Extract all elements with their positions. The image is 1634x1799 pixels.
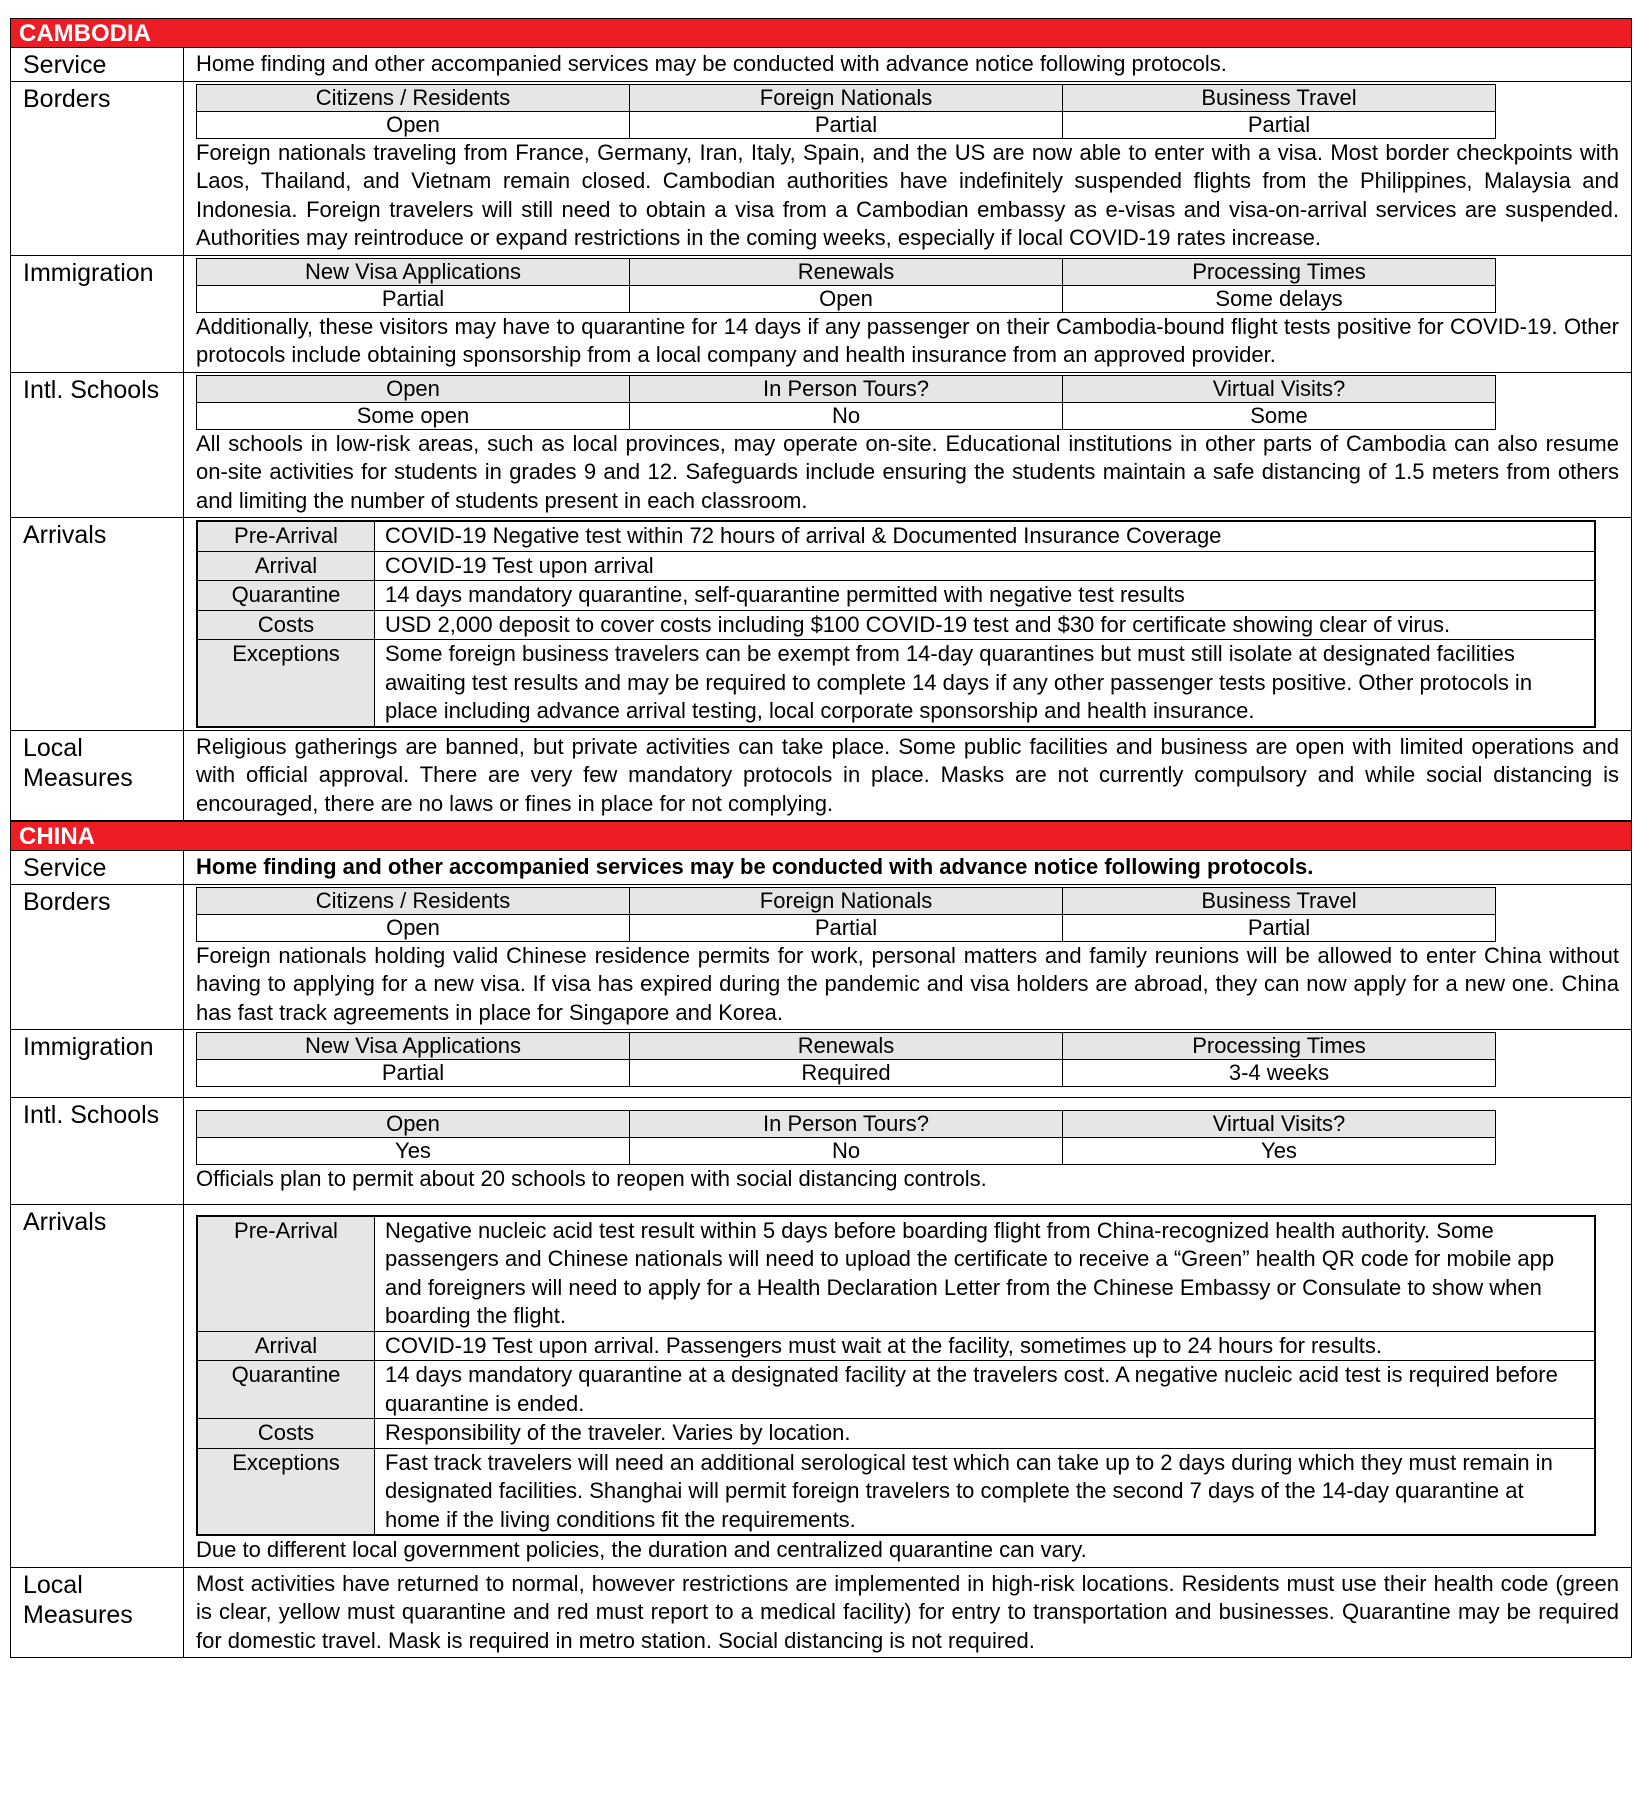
china-local-measures-row [10, 1568, 1632, 1659]
row-label: Intl. Schools [11, 1098, 184, 1204]
status-value: Some delays [1063, 285, 1496, 312]
cambodia-schools-row [10, 373, 1632, 519]
china-arrivals-row [10, 1205, 1632, 1568]
china-borders-row [10, 885, 1632, 1031]
status-header: Business Travel [1063, 84, 1496, 111]
arrivals-row [197, 1419, 1595, 1449]
status-header: Citizens / Residents [197, 887, 630, 914]
arrivals-value: COVID-19 Test upon arrival. Passengers must wait at the facility, sometimes up to 24 hours for results. [375, 1331, 1596, 1361]
service-text: Home finding and other accompanied services may be conducted with advance notice following protocols. [196, 854, 1314, 879]
arrivals-table [196, 520, 1596, 728]
status-value: Open [197, 111, 630, 138]
arrivals-value: COVID-19 Negative test within 72 hours of arrival & Documented Insurance Coverage [375, 521, 1596, 551]
status-header: New Visa Applications [197, 1033, 630, 1060]
schools-status-table [196, 1110, 1496, 1165]
arrivals-value: COVID-19 Test upon arrival [375, 551, 1596, 581]
arrivals-row [197, 581, 1595, 611]
cambodia-local-measures-row [10, 731, 1632, 822]
status-header: Renewals [630, 258, 1063, 285]
status-value: Open [197, 914, 630, 941]
status-value: Partial [1063, 914, 1496, 941]
arrivals-row [197, 640, 1595, 727]
row-label: Arrivals [11, 1205, 184, 1567]
china-immigration-row [10, 1030, 1632, 1098]
status-header: Renewals [630, 1033, 1063, 1060]
local-measures-text: Most activities have returned to normal, however restrictions are implemented in high-risk locations. Residents must use their health code (green is clear, yellow must quarantine and red must report to a medical facility) for entry to transportation and businesses. Quarantine may be required for domestic travel. Mask is required in metro station. Social distancing is not required. [196, 1570, 1619, 1653]
status-value: Partial [630, 111, 1063, 138]
status-header: Virtual Visits? [1063, 1111, 1496, 1138]
row-label: Borders [11, 885, 184, 1030]
schools-text: Officials plan to permit about 20 schools to reopen with social distancing controls. [196, 1166, 987, 1191]
immigration-status-table [196, 258, 1496, 313]
immigration-text: Additionally, these visitors may have to quarantine for 14 days if any passenger on their Cambodia-bound flight tests positive for COVID-19. Other protocols include obtaining sponsorship from a local company and health insurance from an approved provider. [196, 313, 1619, 367]
status-header: Open [197, 375, 630, 402]
schools-status-table [196, 375, 1496, 430]
row-label: Local Measures [11, 1568, 184, 1658]
cambodia-arrivals-row [10, 518, 1632, 731]
status-value: Partial [197, 1060, 630, 1087]
row-label: Service [11, 48, 184, 81]
status-header: New Visa Applications [197, 258, 630, 285]
arrivals-value: Responsibility of the traveler. Varies by location. [375, 1419, 1596, 1449]
arrivals-row [197, 1331, 1595, 1361]
borders-status-table [196, 887, 1496, 942]
status-value: Partial [197, 285, 630, 312]
arrivals-value: 14 days mandatory quarantine, self-quarantine permitted with negative test results [375, 581, 1596, 611]
schools-text: All schools in low-risk areas, such as local provinces, may operate on-site. Educational institutions in other parts of Cambodia can also resume on-site activities for students in grades 9 and 12. Safeguards include ensuring the students maintain a safe distancing of 1.5 meters from others and limiting the number of students present in each classroom. [196, 430, 1619, 513]
arrivals-key: Quarantine [197, 1361, 375, 1419]
arrivals-row [197, 610, 1595, 640]
cambodia-service-row [10, 48, 1632, 82]
borders-text: Foreign nationals traveling from France, Germany, Iran, Italy, Spain, and the US are now able to enter with a visa. Most border checkpoints with Laos, Thailand, and Vietnam remain closed. Cambodian authorities have indefinitely suspended flights from the Philippines, Malaysia and Indonesia. Foreign travelers will still need to obtain a visa from a Cambodian embassy as e-visas and visa-on-arrival services are suspended. Authorities may reintroduce or expand restrictions in the coming weeks, especially if local COVID-19 rates increase. [196, 139, 1619, 250]
arrivals-key: Exceptions [197, 1448, 375, 1535]
status-header: Processing Times [1063, 258, 1496, 285]
status-value: Some [1063, 402, 1496, 429]
borders-status-table [196, 84, 1496, 139]
cambodia-borders-row [10, 82, 1632, 256]
arrivals-row [197, 551, 1595, 581]
status-value: Yes [197, 1138, 630, 1165]
status-value: 3-4 weeks [1063, 1060, 1496, 1087]
arrivals-value: 14 days mandatory quarantine at a designated facility at the travelers cost. A negative nucleic acid test is required before quarantine is ended. [375, 1361, 1596, 1419]
arrivals-key: Costs [197, 1419, 375, 1449]
status-value: Some open [197, 402, 630, 429]
arrivals-note: Due to different local government policies, the duration and centralized quarantine can vary. [196, 1537, 1087, 1562]
arrivals-key: Quarantine [197, 581, 375, 611]
row-label: Service [11, 851, 184, 884]
arrivals-row [197, 521, 1595, 551]
status-header: Foreign Nationals [630, 887, 1063, 914]
country-header-cambodia: CAMBODIA [10, 18, 1632, 48]
status-header: In Person Tours? [630, 375, 1063, 402]
status-header: Business Travel [1063, 887, 1496, 914]
row-label: Borders [11, 82, 184, 255]
row-label: Arrivals [11, 518, 184, 730]
status-header: Foreign Nationals [630, 84, 1063, 111]
status-value: No [630, 402, 1063, 429]
document [10, 18, 1632, 1658]
arrivals-key: Pre-Arrival [197, 1216, 375, 1332]
status-value: Open [630, 285, 1063, 312]
borders-text: Foreign nationals holding valid Chinese residence permits for work, personal matters and family reunions will be allowed to enter China without having to applying for a new visa. If visa has expired during the pandemic and visa holders are abroad, they can now apply for a new one. China has fast track agreements in place for Singapore and Korea. [196, 942, 1619, 1025]
service-text: Home finding and other accompanied services may be conducted with advance notice following protocols. [196, 51, 1227, 76]
arrivals-key: Arrival [197, 1331, 375, 1361]
status-header: Citizens / Residents [197, 84, 630, 111]
arrivals-table [196, 1215, 1596, 1537]
arrivals-value: Negative nucleic acid test result within 5 days before boarding flight from China-recognized health authority. Some passengers and Chinese nationals will need to upload the certificate to receive a “Green” health QR code for mobile app and foreigners will need to apply for a Health Declaration Letter from the Chinese Embassy or Consulate to show when boarding the flight. [375, 1216, 1596, 1332]
arrivals-key: Costs [197, 610, 375, 640]
china-schools-row [10, 1098, 1632, 1205]
status-header: Processing Times [1063, 1033, 1496, 1060]
arrivals-row [197, 1448, 1595, 1535]
arrivals-key: Pre-Arrival [197, 521, 375, 551]
arrivals-value: USD 2,000 deposit to cover costs including $100 COVID-19 test and $30 for certificate showing clear of virus. [375, 610, 1596, 640]
immigration-status-table [196, 1032, 1496, 1087]
status-header: In Person Tours? [630, 1111, 1063, 1138]
status-header: Open [197, 1111, 630, 1138]
china-service-row [10, 851, 1632, 885]
cambodia-immigration-row [10, 256, 1632, 373]
arrivals-key: Arrival [197, 551, 375, 581]
row-label: Immigration [11, 1030, 184, 1097]
status-value: Required [630, 1060, 1063, 1087]
row-label: Immigration [11, 256, 184, 372]
status-value: Partial [1063, 111, 1496, 138]
country-header-china: CHINA [10, 821, 1632, 851]
status-value: Yes [1063, 1138, 1496, 1165]
arrivals-value: Fast track travelers will need an additional serological test which can take up to 2 days during which they must remain in designated facilities. Shanghai will permit foreign travelers to complete the second 7 days of the 14-day quarantine at home if the living conditions fit the requirements. [375, 1448, 1596, 1535]
status-header: Virtual Visits? [1063, 375, 1496, 402]
status-value: No [630, 1138, 1063, 1165]
row-label: Intl. Schools [11, 373, 184, 518]
row-label: Local Measures [11, 731, 184, 821]
local-measures-text: Religious gatherings are banned, but private activities can take place. Some public facilities and business are open with limited operations and with official approval. There are very few mandatory protocols in place. Masks are not currently compulsory and while social distancing is encouraged, there are no laws or fines in place for not complying. [196, 733, 1619, 816]
arrivals-value: Some foreign business travelers can be exempt from 14-day quarantines but must still isolate at designated facilities awaiting test results and may be required to complete 14 days if any other passenger tests positive. Other protocols in place including advance arrival testing, local corporate sponsorship and health insurance. [375, 640, 1596, 727]
arrivals-row [197, 1216, 1595, 1332]
status-value: Partial [630, 914, 1063, 941]
arrivals-key: Exceptions [197, 640, 375, 727]
arrivals-row [197, 1361, 1595, 1419]
